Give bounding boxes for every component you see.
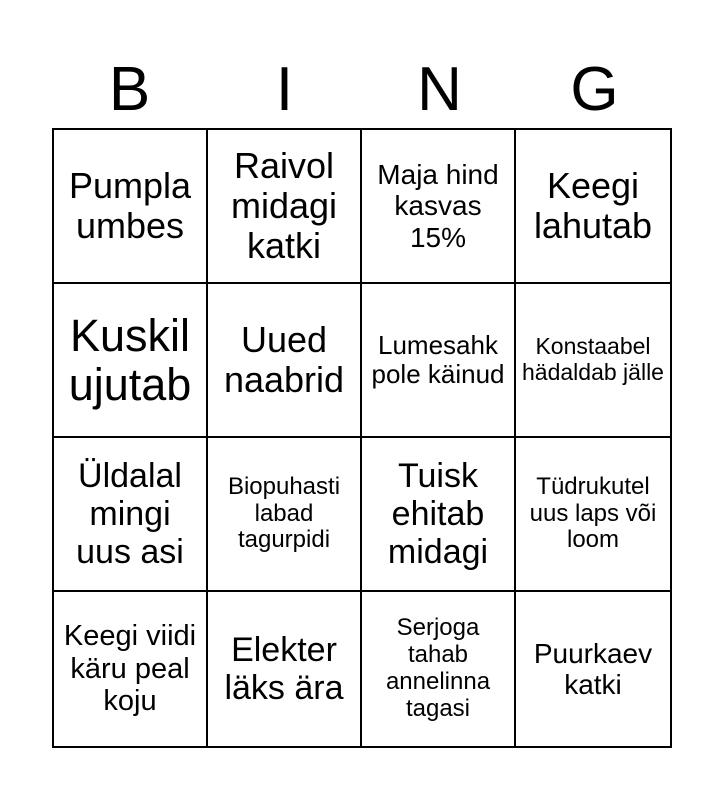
bingo-cell[interactable] (54, 438, 208, 592)
bingo-cell[interactable] (208, 438, 362, 592)
bingo-cell[interactable] (362, 284, 516, 438)
cell-text: Raivol midagi katki (230, 144, 338, 267)
bingo-cell[interactable] (516, 438, 670, 592)
header-letter-i: I (275, 55, 294, 124)
cell-text: Biopuhasti labad tagurpidi (227, 472, 341, 554)
cell-text: Uued naabrid (223, 318, 345, 400)
cell-text: Tüdrukutel uus laps või loom (529, 472, 657, 554)
bingo-grid (52, 128, 672, 748)
bingo-cell[interactable] (362, 592, 516, 746)
cell-text: Tuisk ehitab midagi (387, 456, 489, 572)
bingo-cell[interactable] (516, 130, 670, 284)
cell-text: Maja hind kasvas 15% (377, 158, 499, 253)
bingo-cell[interactable] (516, 284, 670, 438)
bingo-cell[interactable] (54, 592, 208, 746)
header-letter-b: B (108, 55, 151, 124)
cell-text: Pumpla umbes (68, 164, 192, 246)
bingo-cell[interactable] (208, 284, 362, 438)
cell-text: Üldalal mingi uus asi (76, 456, 184, 572)
bingo-cell[interactable] (516, 592, 670, 746)
header-letter-n: N (417, 55, 462, 124)
bingo-cell[interactable] (208, 130, 362, 284)
bingo-cell[interactable] (208, 592, 362, 746)
bingo-cell[interactable] (362, 438, 516, 592)
cell-text: Elekter läks ära (224, 630, 344, 707)
cell-text: Kuskil ujutab (68, 309, 192, 410)
cell-text: Puurkaev katki (533, 637, 653, 700)
cell-text: Konstaabel hädaldab jälle (522, 333, 664, 385)
cell-text: Lumesahk pole käinud (371, 329, 505, 389)
cell-text: Keegi viidi käru peal koju (63, 620, 197, 718)
bingo-header (52, 52, 672, 128)
cell-text: Keegi lahutab (533, 164, 653, 246)
bingo-cell[interactable] (54, 284, 208, 438)
header-letter-g: G (570, 55, 619, 124)
bingo-cell[interactable] (362, 130, 516, 284)
cell-text: Serjoga tahab annelinna tagasi (385, 614, 491, 722)
bingo-cell[interactable] (54, 130, 208, 284)
